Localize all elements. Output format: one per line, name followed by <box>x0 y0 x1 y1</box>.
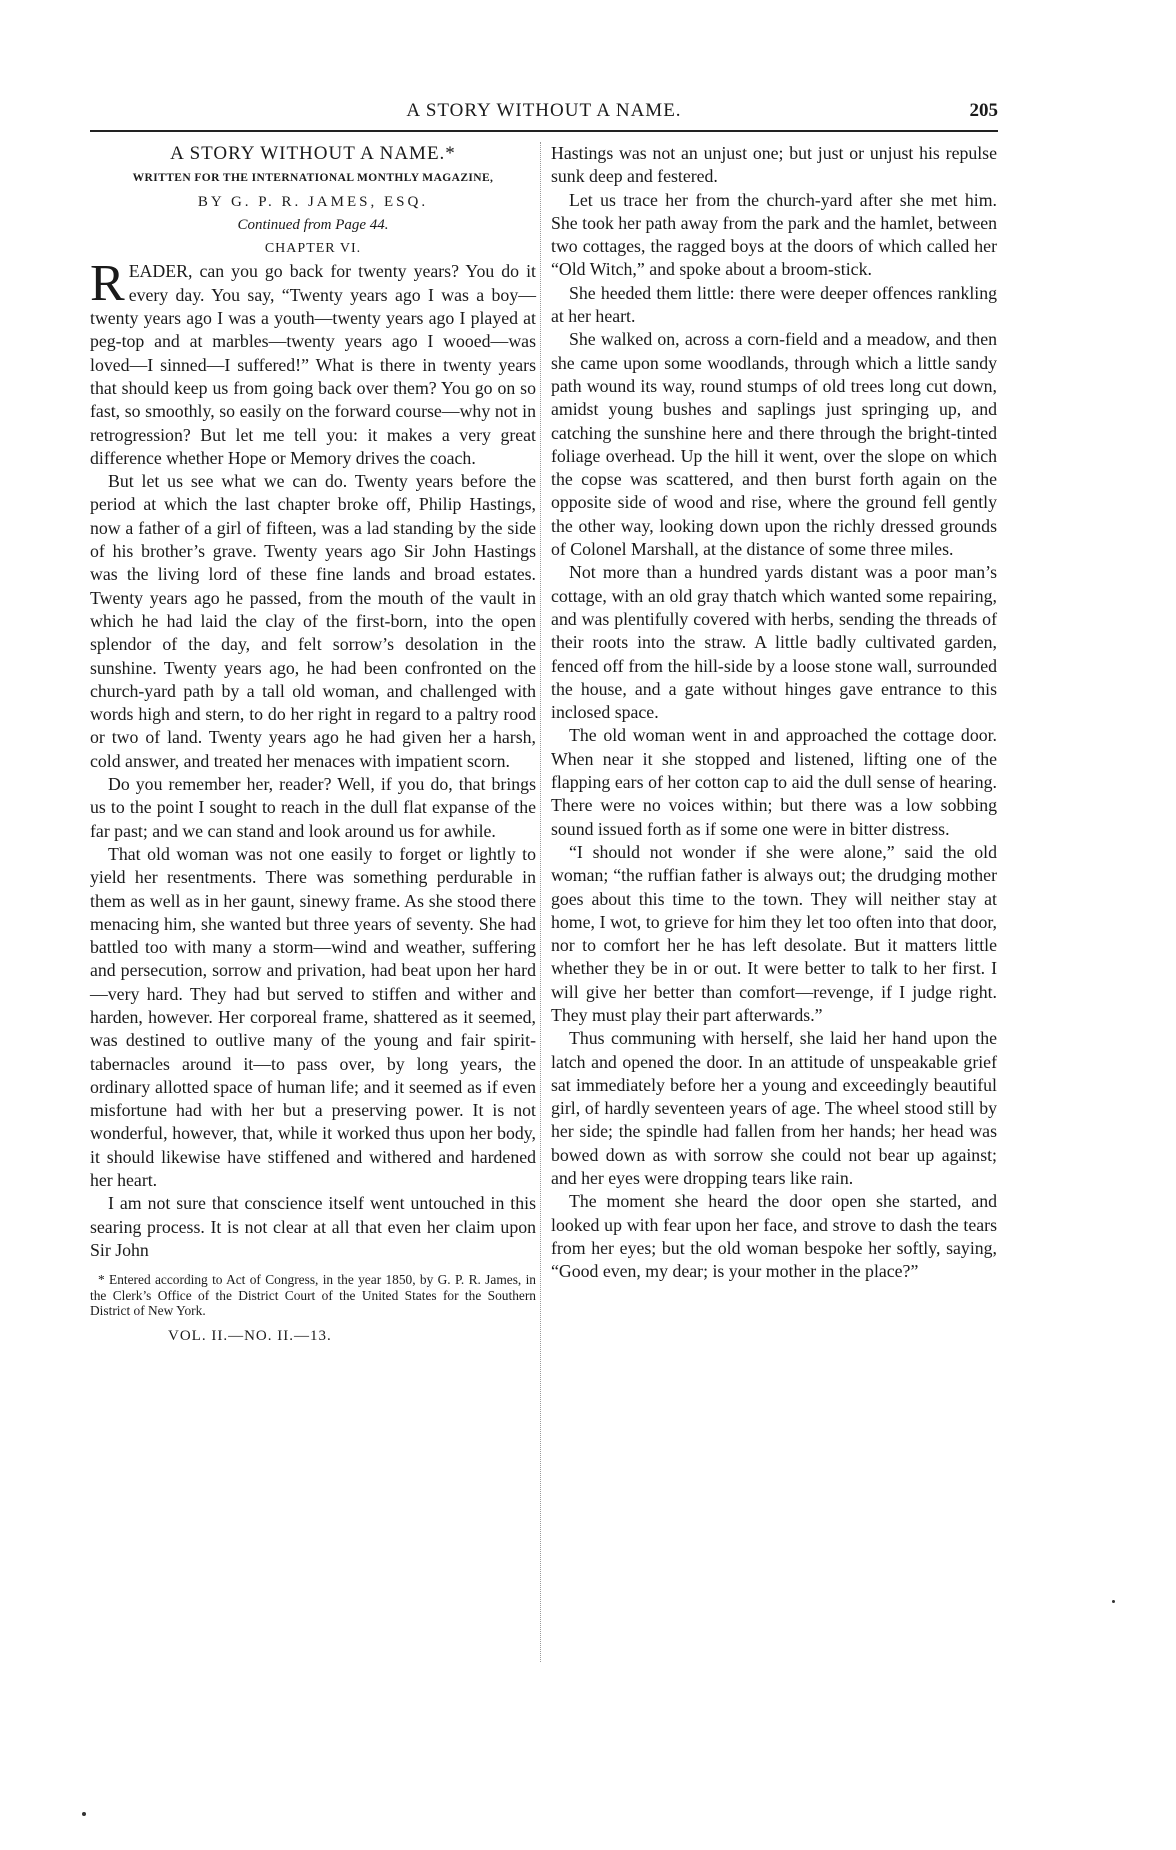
running-header <box>90 100 998 128</box>
story-title: A STORY WITHOUT A NAME.* <box>170 143 456 164</box>
column-divider <box>540 142 541 1662</box>
running-title: A STORY WITHOUT A NAME. <box>406 100 682 121</box>
print-speck <box>1112 1600 1115 1603</box>
author-line: BY G. P. R. JAMES, ESQ. <box>197 193 429 210</box>
header-rule <box>90 130 998 132</box>
paragraph: That old woman was not one easily to forget or lightly to yield her resentments. There was something perdurable in them as well as in her gaunt, sinewy frame. As she stood there menacing him, she wanted but three years of seventy. She had battled too with many a storm—wind and weather, suffering and persecution, sorrow and privation, had beat upon her hard—very hard. They had but served to stiffen and wither and harden, however. Her corporeal frame, shattered as it seemed, was destined to outlive many of the young and fair spirit-tabernacles around it—to pass over, by long years, the ordinary allotted space of human life; and it seemed as if even misfortune had with her but a preserving power. It is not wonderful, however, that, while it worked thus upon her body, it should likewise have stiffened and withered and hardened her heart. <box>90 843 536 1191</box>
paragraph: She walked on, across a corn-field and a meadow, and then she came upon some woodlands, through which a little sandy path wound its way, round stumps of old trees long cut down, amidst young bushes and saplings just springing up, and catching the sunshine here and there through the bright-tinted foliage overhead. Up the hill it went, over the slope on which the copse was scattered, and then burst forth again on the opposite side of wood and rise, where the ground fell gently the other way, looking down upon the richly dressed grounds of Colonel Marshall, at the distance of some three miles. <box>551 329 997 560</box>
paragraph: Hastings was not an unjust one; but just or unjust his repulse sunk deep and festered. <box>551 143 997 187</box>
paragraph: “I should not wonder if she were alone,” said the old woman; “the ruffian father is always out; the drudging mother goes about this time to the town. They will neither stay at home, I wot, to grieve for him they let too often into that door, nor to comfort her he has left desolate. But it matters little whether they be in or out. It were better to talk to her first. I will give her better than comfort—revenge, if I judge right. They must play their part afterwards.” <box>551 841 997 1025</box>
paragraph: Not more than a hundred yards distant was a poor man’s cottage, with an old gray thatch which wanted some repairing, and was plentifully covered with herbs, sending the threads of their roots into the straw. A little badly cultivated garden, fenced off from the hill-side by a loose stone wall, surrounded the house, and a gate without hinges gave entrance to this inclosed space. <box>551 562 997 723</box>
volume-signature: VOL. II.—NO. II.—13. <box>168 1327 332 1344</box>
continued-note: Continued from Page 44. <box>237 216 389 233</box>
paragraph: Let us trace her from the church-yard after she met him. She took her path away from the park and the hamlet, between two cottages, the ragged boys at the doors of which called her “Old Witch,” and spoke about a broom-stick. <box>551 189 997 280</box>
paragraph: But let us see what we can do. Twenty years before the period at which the last chapter broke off, Philip Hastings, now a father of a girl of fifteen, was a lad standing by the side of his brother’s grave. Twenty years ago Sir John Hastings was the living lord of these fine lands and broad estates. Twenty years ago he passed, from the mouth of the vault in which he had laid the clay of the first-born, into the open splendor of the day, and felt sorrow’s desolation in the sunshine. Twenty years ago, he had been confronted on the church-yard path by a tall old woman, and challenged with words high and stern, to do her right in regard to a paltry rood or two of land. Twenty years ago he had given her a harsh, cold answer, and treated her menaces with impatient scorn. <box>90 471 536 771</box>
opening-paragraph-text: EADER, can you go back for twenty years? You do it every day. You say, “Twenty years ago I was a boy—twenty years ago I was a youth—twenty years ago I played at peg-top and at marbles—twenty years ago I wooed—was loved—I sinned—I suffered!” What is there in twenty years that should keep us from going back over them? You go on so fast, so smoothly, so easily on the forward course—why not in retrogression? But let me tell you: it makes a very great difference whether Hope or Memory drives the coach. <box>90 261 536 468</box>
copyright-footnote: * Entered according to Act of Congress, in the year 1850, by G. P. R. James, in the Clerk’s Office of the District Court of the United States for the Southern District of New York. <box>90 1272 536 1319</box>
paragraph: I am not sure that conscience itself went untouched in this searing process. It is not clear at all that even her claim upon Sir John <box>90 1193 536 1260</box>
drop-cap: R <box>90 255 125 313</box>
paragraph: The old woman went in and approached the cottage door. When near it she stopped and listened, lifting one of the flapping ears of her cotton cap to aid the dull sense of hearing. There were no voices within; but there was a low sobbing sound issued forth as if some one were in bitter distress. <box>551 725 997 839</box>
paragraph: The moment she heard the door open she started, and looked up with fear upon her face, and strove to dash the tears from her eyes; but the old woman bespoke her softly, saying, “Good even, my dear; is your mother in the place?” <box>551 1191 997 1282</box>
written-for-line: WRITTEN FOR THE INTERNATIONAL MONTHLY MAGAZINE, <box>132 172 494 185</box>
page-number: 205 <box>969 100 998 121</box>
left-column <box>90 142 536 1348</box>
paragraph: Thus communing with herself, she laid her hand upon the latch and opened the door. In an attitude of unspeakable grief sat immediately before her a young and exceedingly beautiful girl, of hardly seventeen years of age. The wheel stood still by her side; the spindle had fallen from her hands; her head was bowed down as with sorrow she could not bear up against; and her eyes were dropping tears like rain. <box>551 1028 997 1189</box>
print-speck <box>82 1812 86 1816</box>
paragraph: She heeded them little: there were deeper offences rankling at her heart. <box>551 282 997 327</box>
paragraph: Do you remember her, reader? Well, if you do, that brings us to the point I sought to reach in the dull flat expanse of the far past; and we can stand and look around us for awhile. <box>90 774 536 841</box>
chapter-heading: CHAPTER VI. <box>264 241 362 257</box>
opening-paragraph <box>90 255 536 470</box>
right-column <box>551 142 997 1284</box>
